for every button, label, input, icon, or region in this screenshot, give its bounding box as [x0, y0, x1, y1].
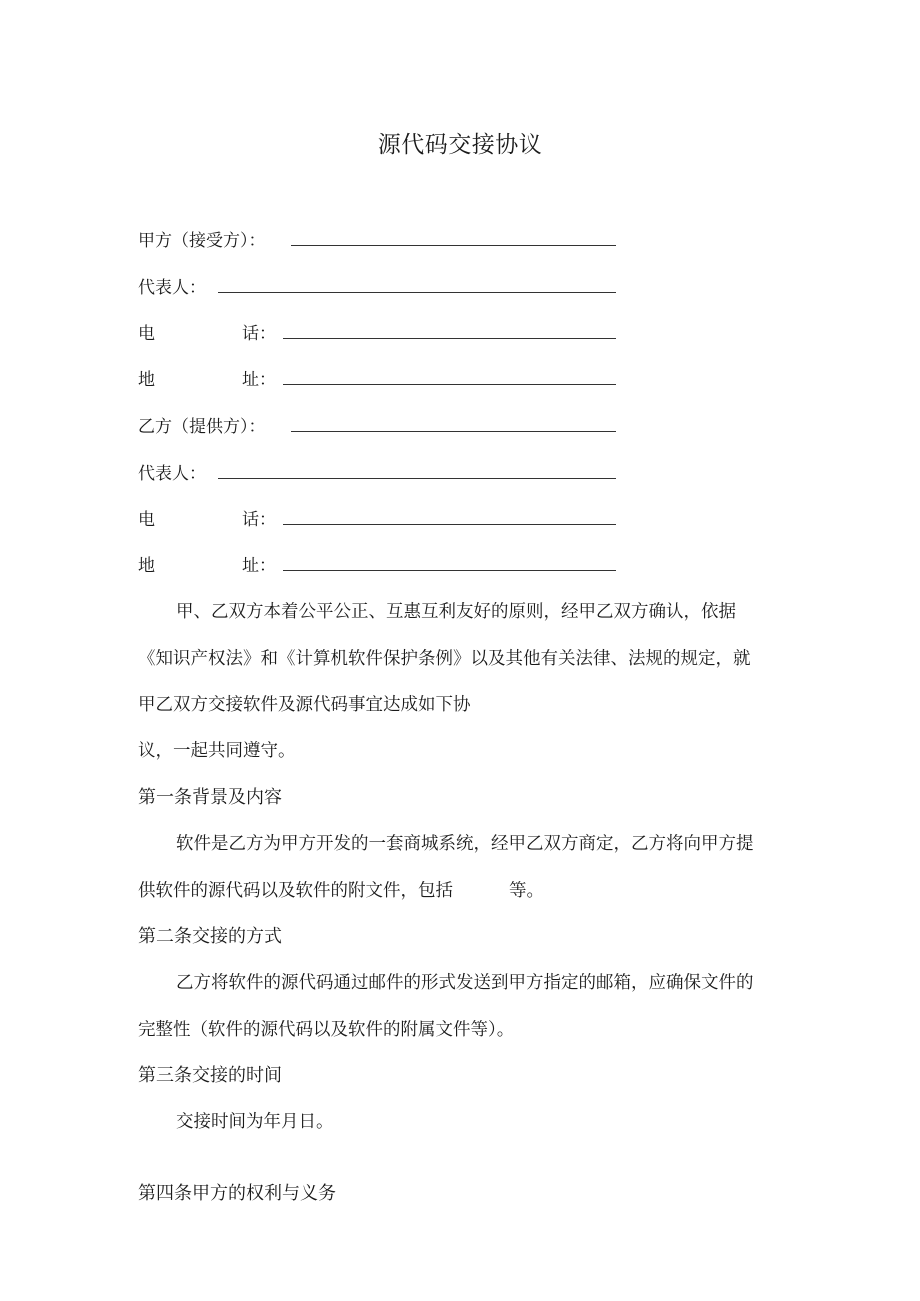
party-a-phone-label-a: 电 — [138, 324, 155, 344]
party-b-rep-label: 代表人： — [138, 464, 206, 484]
party-a-phone-blank — [283, 338, 616, 339]
article-3-heading: 第三条交接的时间 — [138, 1065, 282, 1086]
party-b-rep-field — [138, 462, 618, 486]
party-b-address-blank — [283, 570, 616, 571]
article-1-line-2 — [138, 879, 788, 903]
party-a-phone-label-b: 话： — [242, 324, 276, 344]
party-b-name-blank — [291, 431, 616, 432]
article-2-heading: 第二条交接的方式 — [138, 926, 282, 947]
party-a-name-label: 甲方（接受方）： — [138, 231, 266, 251]
party-a-name-field — [138, 229, 618, 253]
party-b-name-label: 乙方（提供方）： — [138, 417, 266, 437]
article-2-line-2: 完整性（软件的源代码以及软件的附属文件等）。 — [138, 1020, 515, 1040]
party-a-address-field — [138, 368, 618, 392]
party-a-name-blank — [291, 245, 616, 246]
article-3-line-1: 交接时间为年月日。 — [176, 1112, 334, 1132]
party-a-address-label-b: 址： — [242, 370, 276, 390]
article-2-line-1: 乙方将软件的源代码通过邮件的形式发送到甲方指定的邮箱，应确保文件的 — [176, 973, 754, 993]
party-b-address-label-a: 地 — [138, 556, 155, 576]
party-b-phone-label-b: 话： — [242, 510, 276, 530]
party-b-address-field — [138, 554, 618, 578]
preamble-line-2: 《知识产权法》和《计算机软件保护条例》以及其他有关法律、法规的规定，就 — [138, 649, 751, 669]
party-a-address-blank — [283, 384, 616, 385]
party-a-rep-blank — [218, 292, 616, 293]
party-b-name-field — [138, 415, 618, 439]
article-4-heading: 第四条甲方的权利与义务 — [138, 1183, 336, 1204]
party-a-rep-field — [138, 276, 618, 300]
preamble-line-3: 甲乙双方交接软件及源代码事宜达成如下协 — [138, 695, 471, 715]
party-b-phone-field — [138, 508, 618, 532]
party-b-phone-blank — [283, 524, 616, 525]
party-a-phone-field — [138, 322, 618, 346]
party-b-phone-label-a: 电 — [138, 510, 155, 530]
article-1-heading: 第一条背景及内容 — [138, 787, 282, 808]
party-a-rep-label: 代表人： — [138, 278, 206, 298]
article-1-line-1: 软件是乙方为甲方开发的一套商城系统，经甲乙双方商定，乙方将向甲方提 — [176, 834, 754, 854]
article-1-line-2-part-b: 等。 — [509, 881, 544, 901]
preamble-line-1: 甲、乙双方本着公平公正、互惠互利友好的原则，经甲乙双方确认，依据 — [176, 602, 736, 622]
party-a-address-label-a: 地 — [138, 370, 155, 390]
preamble-line-4: 议，一起共同遵守。 — [138, 741, 296, 761]
party-b-rep-blank — [218, 478, 616, 479]
document-title: 源代码交接协议 — [377, 132, 543, 158]
party-b-address-label-b: 址： — [242, 556, 276, 576]
article-1-line-2-part-a: 供软件的源代码以及软件的附文件，包括 — [138, 881, 453, 901]
